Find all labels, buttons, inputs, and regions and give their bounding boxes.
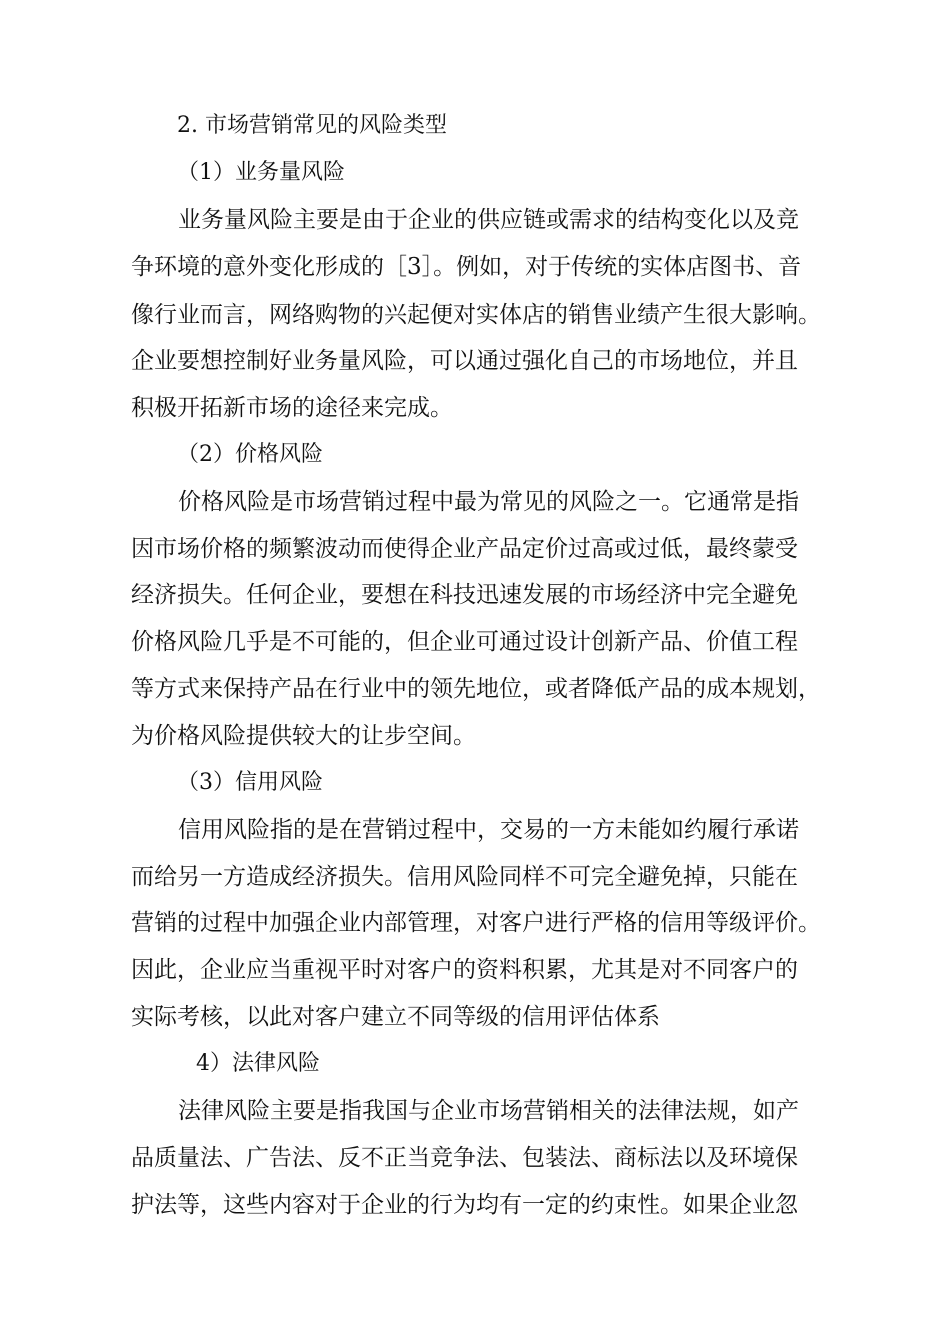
paragraph-line: 实际考核，以此对客户建立不同等级的信用评估体系 <box>131 1004 660 1030</box>
subsection-heading-credit-risk: （3）信用风险 <box>177 770 323 795</box>
paragraph-line: 为价格风险提供较大的让步空间。 <box>131 723 476 749</box>
paragraph-line: 营销的过程中加强企业内部管理，对客户进行严格的信用等级评价。 <box>131 910 821 936</box>
paragraph-line: 企业要想控制好业务量风险，可以通过强化自己的市场地位，并且 <box>131 348 798 374</box>
subsection-heading-price-risk: （2）价格风险 <box>177 442 323 467</box>
subsection-heading-volume-risk: （1）业务量风险 <box>177 160 345 185</box>
paragraph-line: 因市场价格的频繁波动而使得企业产品定价过高或过低，最终蒙受 <box>131 536 798 562</box>
paragraph-line: 积极开拓新市场的途径来完成。 <box>131 395 453 421</box>
paragraph-line: 等方式来保持产品在行业中的领先地位，或者降低产品的成本规划， <box>131 676 821 702</box>
subsection-heading-legal-risk: 4）法律风险 <box>196 1051 320 1076</box>
paragraph-line: 信用风险指的是在营销过程中，交易的一方未能如约履行承诺 <box>178 817 799 843</box>
section-title: 2. 市场营销常见的风险类型 <box>177 113 447 138</box>
paragraph-line: 品质量法、广告法、反不正当竞争法、包装法、商标法以及环境保 <box>131 1145 798 1171</box>
paragraph-line: 而给另一方造成经济损失。信用风险同样不可完全避免掉，只能在 <box>131 864 798 890</box>
paragraph-line: 法律风险主要是指我国与企业市场营销相关的法律法规，如产 <box>178 1098 799 1124</box>
paragraph-line: 价格风险几乎是不可能的，但企业可通过设计创新产品、价值工程 <box>131 629 798 655</box>
paragraph-line: 因此，企业应当重视平时对客户的资料积累，尤其是对不同客户的 <box>131 957 798 983</box>
paragraph-line: 经济损失。任何企业，要想在科技迅速发展的市场经济中完全避免 <box>131 582 798 608</box>
paragraph-line: 业务量风险主要是由于企业的供应链或需求的结构变化以及竞 <box>178 207 799 233</box>
paragraph-line: 像行业而言，网络购物的兴起便对实体店的销售业绩产生很大影响。 <box>131 302 821 328</box>
paragraph-line: 价格风险是市场营销过程中最为常见的风险之一。它通常是指 <box>178 489 799 515</box>
paragraph-line: 争环境的意外变化形成的［3］。例如，对于传统的实体店图书、音 <box>131 254 802 280</box>
paragraph-line: 护法等，这些内容对于企业的行为均有一定的约束性。如果企业忽 <box>131 1192 798 1218</box>
